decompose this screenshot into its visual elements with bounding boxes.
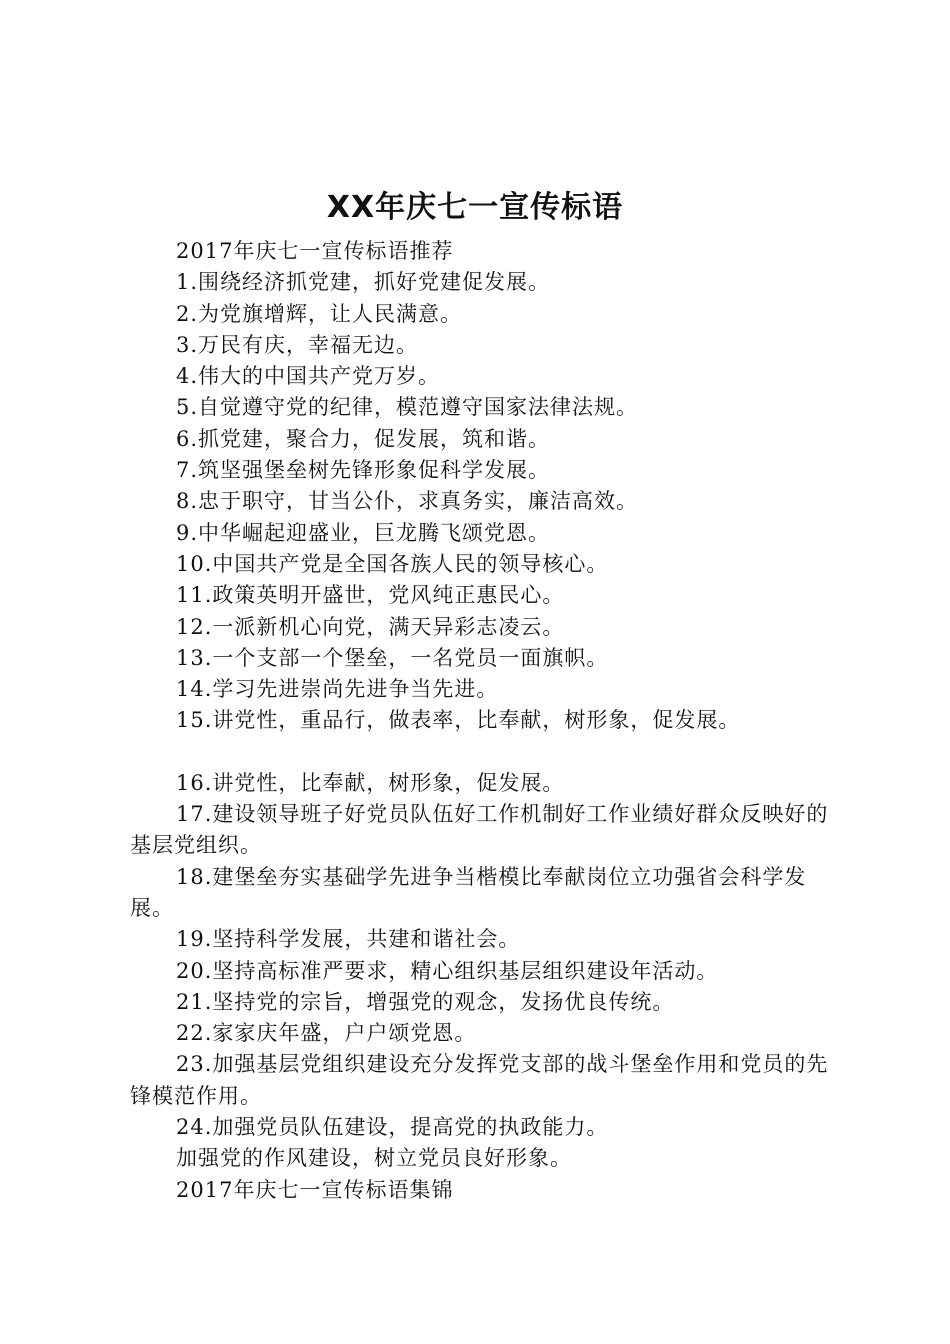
slogan-item: 21.坚持党的宗旨，增强党的观念，发扬优良传统。	[176, 989, 675, 1014]
slogan-item: 14.学习先进崇尚先进争当先进。	[176, 677, 499, 702]
slogan-item: 6.抓党建，聚合力，促发展，筑和谐。	[176, 426, 551, 451]
slogan-item: 12.一派新机心向党，满天异彩志凌云。	[176, 614, 565, 639]
slogan-item: 2.为党旗增辉，让人民满意。	[176, 301, 463, 326]
slogan-item: 8.忠于职守，甘当公仆，求真务实，廉洁高效。	[176, 489, 639, 514]
slogan-item: 19.坚持科学发展，共建和谐社会。	[176, 927, 521, 952]
slogan-item: 20.坚持高标准严要求，精心组织基层组织建设年活动。	[176, 958, 719, 983]
slogan-item: 3.万民有庆，幸福无边。	[176, 332, 419, 357]
slogan-item: 24.加强党员队伍建设，提高党的执政能力。	[176, 1115, 609, 1140]
slogan-item: 1.围绕经济抓党建，抓好党建促发展。	[176, 270, 551, 295]
slogan-item: 11.政策英明开盛世，党风纯正惠民心。	[176, 583, 565, 608]
slogan-item: 17.建设领导班子好党员队伍好工作机制好工作业绩好群众反映好的基层党组织。	[130, 802, 829, 858]
slogan-item: 23.加强基层党组织建设充分发挥党支部的战斗堡垒作用和党员的先锋模范作用。	[130, 1052, 829, 1108]
slogan-item: 13.一个支部一个堡垒，一名党员一面旗帜。	[176, 645, 609, 670]
document-title: XX年庆七一宣传标语	[326, 190, 624, 225]
blank-line	[130, 737, 832, 768]
slogan-item: 4.伟大的中国共产党万岁。	[176, 364, 441, 389]
slogan-item: 5.自觉遵守党的纪律，模范遵守国家法律法规。	[176, 395, 639, 420]
slogan-item: 22.家家庆年盛，户户颂党恩。	[176, 1021, 477, 1046]
slogan-item: 7.筑坚强堡垒树先锋形象促科学发展。	[176, 458, 551, 483]
slogan-item: 10.中国共产党是全国各族人民的领导核心。	[176, 551, 609, 576]
section-heading-recommend: 2017年庆七一宣传标语推荐	[176, 239, 454, 263]
section-heading-collection: 2017年庆七一宣传标语集锦	[176, 1177, 454, 1202]
slogan-item: 15.讲党性，重品行，做表率，比奉献，树形象，促发展。	[176, 708, 741, 733]
slogan-item: 18.建堡垒夯实基础学先进争当楷模比奉献岗位立功强省会科学发展。	[130, 864, 807, 920]
document-body	[130, 236, 832, 1206]
slogan-item: 加强党的作风建设，树立党员良好形象。	[176, 1146, 572, 1171]
slogan-item: 16.讲党性，比奉献，树形象，促发展。	[176, 770, 565, 795]
slogan-item: 9.中华崛起迎盛业，巨龙腾飞颂党恩。	[176, 520, 551, 545]
